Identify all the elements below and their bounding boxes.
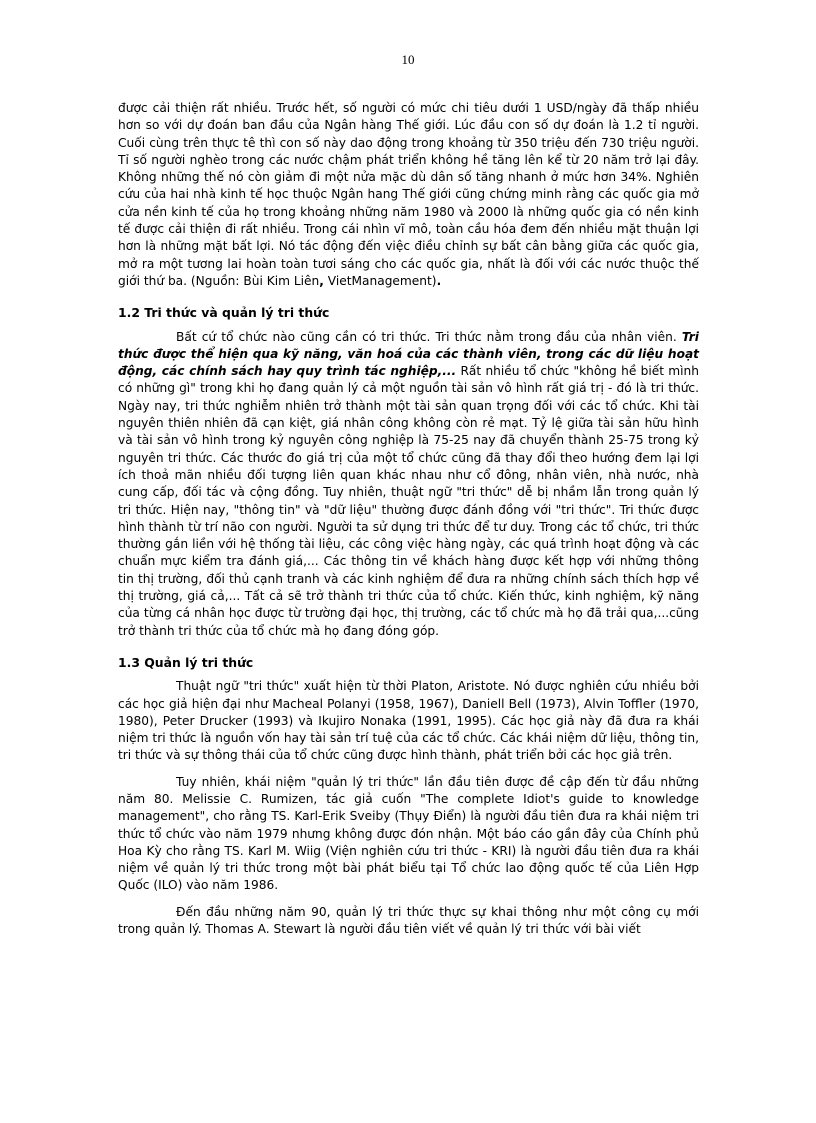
intro-paragraph bbox=[118, 100, 699, 290]
source-separator: , bbox=[319, 273, 324, 288]
source-tail: VietManagement) bbox=[323, 273, 437, 288]
section-1-3-paragraph-2: Tuy nhiên, khái niệm "quản lý tri thức" lần đầu tiên được đề cập đến từ đầu những năm 80. Melissie C. Rumizen, tác giả cuốn "The complete Idiot's guide to knowledge management", cho rằng TS. Karl-Erik Sveiby (Thụy Điển) là người đầu tiên đưa ra khái niệm tri thức tổ chức vào năm 1979 nhưng không được đón nhận. Một báo cáo gần đây của Chính phủ Hoa Kỳ cho rằng TS. Karl M. Wiig (Viện nghiên cứu tri thức - KRI) là người đầu tiên đưa ra khái niệm về quản lý tri thức trong một bài phát biểu tại Tổ chức lao động quốc tế của Liên Hợp Quốc (ILO) vào năm 1986. bbox=[118, 774, 699, 893]
section-1-2-paragraph bbox=[118, 329, 699, 640]
section-1-3-paragraph-3: Đến đầu những năm 90, quản lý tri thức thực sự khai thông như một công cụ mới trong quản lý. Thomas A. Stewart là người đầu tiên viết về quản lý tri thức với bài viết bbox=[118, 904, 699, 937]
section-1-3-paragraph-1: Thuật ngữ "tri thức" xuất hiện từ thời Platon, Aristote. Nó được nghiên cứu nhiều bởi các học giả hiện đại như Macheal Polanyi (1958, 1967), Daniell Bell (1973), Alvin Toffler (1970, 1980), Peter Drucker (1993) và Ikujiro Nonaka (1991, 1995). Các học giả này đã đưa ra khái niệm tri thức là nguồn vốn hay tài sản trí tuệ của các tổ chức. Các khái niệm dữ liệu, thông tin, tri thức và sự thông thái của tổ chức cũng được hình thành, phát triển bởi các học giả trên. bbox=[118, 679, 699, 763]
paragraph-end-period: . bbox=[436, 273, 442, 288]
document-body bbox=[118, 100, 699, 938]
paragraph-rest: Rất nhiều tổ chức "không hề biết mình có những gì" trong khi họ đang quản lý cả một nguồn tài sản vô hình rất giá trị - đó là tri thức. Ngày nay, tri thức nghiễm nhiên trở thành một tài sản quan trọng đối với các tổ chức. Khi tài nguyên thiên nhiên đã cạn kiệt, giá nhân công không còn rẻ mạt. Tỷ lệ giữa tài sản hữu hình và tài sản vô hình trong kỷ nguyên công nghiệp là 75-25 nay đã chuyển thành 25-75 trong kỷ nguyên tri thức. Các thước đo giá trị của một tổ chức cũng đã thay đổi theo hướng đem lại lợi ích thoả mãn nhiều đối tượng liên quan khác nhau như cổ đông, nhân viên, nhà nước, nhà cung cấp, đối tác và cộng đồng. Tuy nhiên, thuật ngữ "tri thức" dễ bị nhầm lẫn trong quản lý tri thức. Hiện nay, "thông tin" và "dữ liệu" thường được đánh đồng với "tri thức". Tri thức được hình thành từ trí não con người. Người ta sử dụng tri thức để tư duy. Trong các tổ chức, tri thức thường gắn liền với hệ thống tài liệu, các công việc hàng ngày, các quá trình hoạt động và các chuẩn mực kiểm tra đánh giá,... Các thông tin về khách hàng được kết hợp với những thông tin thị trường, đối thủ cạnh tranh và các kinh nghiệm để đưa ra những chính sách thích hợp về thị trường, giá cả,... Tất cả sẽ trở thành tri thức của tổ chức. Kiến thức, kinh nghiệm, kỹ năng của từng cá nhân học được từ trường đại học, thị trường, các tổ chức mà họ đã trải qua,...cũng trở thành tri thức của tổ chức mà họ đang đóng góp. bbox=[118, 364, 700, 638]
section-heading-1-3: 1.3 Quản lý tri thức bbox=[118, 654, 254, 670]
intro-text: được cải thiện rất nhiều. Trước hết, số người có mức chi tiêu dưới 1 USD/ngày đã thấp nhiều hơn so với dự đoán ban đầu của Ngân hàng Thế giới. Lúc đầu con số dự đoán là 1.2 tỉ người. Cuối cùng trên thực tê thì con số này dao động trong khoảng từ 350 triệu đến 730 triệu người. Tỉ số người nghèo trong các nước chậm phát triển không hề tăng lên kể từ 20 năm trở lại đây. Không những thế nó còn giảm đi một nửa mặc dù dân số tăng nhanh ở mức hơn 34%. Nghiên cứu của hai nhà kinh tế học thuộc Ngân hang Thế giới cũng chứng minh rằng các quốc gia mở cửa nền kinh tế của họ trong khoảng những năm 1980 và 2000 là những quốc gia có nền kinh tế được cải thiện đi rất nhiều. Trong cái nhìn vĩ mô, toàn cầu hóa đem đến nhiều mặt thuận lợi hơn là những mặt bất lợi. Nó tác động đến việc điều chỉnh sự bất cân bằng giữa các quốc gia, mở ra một tương lai hoàn toàn tươi sáng cho các quốc gia, nhất là đối với các nước thuộc thế giới thứ ba. (Nguồn: Bùi Kim Liên bbox=[118, 101, 699, 288]
section-heading-1-2: 1.2 Tri thức và quản lý tri thức bbox=[118, 305, 330, 321]
paragraph-lead: Bất cứ tổ chức nào cũng cần có tri thức. Tri thức nằm trong đầu của nhân viên. bbox=[176, 329, 682, 344]
emphasis-text: Tri thức được thể hiện qua kỹ năng, văn hoá của các thành viên, trong các dữ liệu hoạt động, các chính sách hay quy trình tác nghiệp,... bbox=[118, 329, 699, 379]
page-number: 10 bbox=[401, 52, 415, 67]
